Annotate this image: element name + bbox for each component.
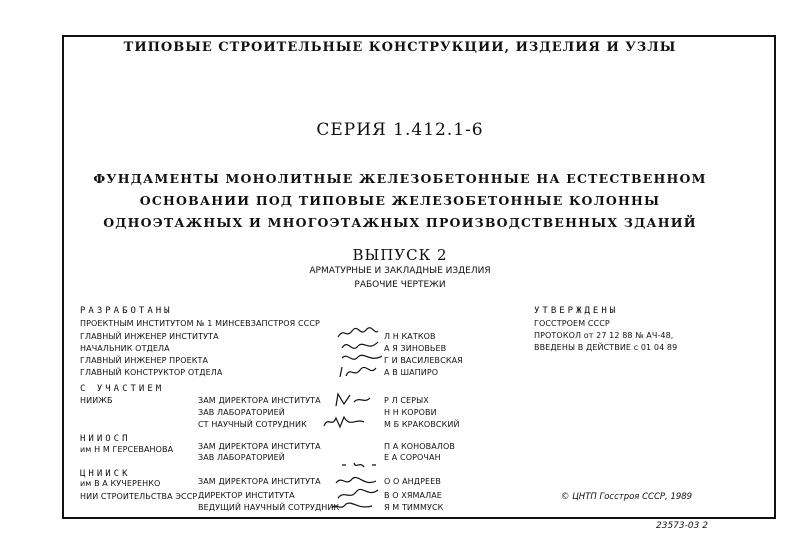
title-line-2: ОСНОВАНИИ ПОД ТИПОВЫЕ ЖЕЛЕЗОБЕТОННЫЕ КОЛОННЫ <box>139 193 661 208</box>
developed-name: Л Н КАТКОВ <box>384 332 436 341</box>
participant-name: Е А СОРОЧАН <box>384 453 441 462</box>
participant-org: НИИ СТРОИТЕЛЬСТВА ЭССР <box>80 492 198 501</box>
participant-name: В О ХЯМАЛАЕ <box>384 491 442 500</box>
document-header: ТИПОВЫЕ СТРОИТЕЛЬНЫЕ КОНСТРУКЦИИ, ИЗДЕЛИЯ И УЗЛЫ <box>123 40 677 55</box>
participant-org-dedication: им Н М ГЕРСЕВАНОВА <box>80 445 174 454</box>
signature-image <box>322 414 366 430</box>
approved-authority: ГОССТРОЕМ СССР <box>534 319 610 328</box>
signature-image <box>330 498 374 514</box>
participant-name: Я М ТИММУСК <box>384 503 444 512</box>
issue-number: ВЫПУСК 2 <box>352 246 448 264</box>
participant-role: ЗАМ ДИРЕКТОРА ИНСТИТУТА <box>198 442 321 451</box>
developed-role: НАЧАЛЬНИК ОТДЕЛА <box>80 344 170 353</box>
developed-heading: РАЗРАБОТАНЫ <box>80 306 173 316</box>
signature-image <box>338 456 382 468</box>
developed-role: ГЛАВНЫЙ ИНЖЕНЕР ПРОЕКТА <box>80 356 209 365</box>
signature-image <box>336 364 380 380</box>
subtitle-products: АРМАТУРНЫЕ И ЗАКЛАДНЫЕ ИЗДЕЛИЯ <box>309 266 491 276</box>
participant-role: СТ НАУЧНЫЙ СОТРУДНИК <box>198 420 307 429</box>
developed-role: ГЛАВНЫЙ КОНСТРУКТОР ОТДЕЛА <box>80 368 223 377</box>
developed-name: Г И ВАСИЛЕВСКАЯ <box>384 356 463 365</box>
developed-name: А В ШАПИРО <box>384 368 439 377</box>
title-line-3: ОДНОЭТАЖНЫХ И МНОГОЭТАЖНЫХ ПРОИЗВОДСТВЕННЫХ ЗДАНИЙ <box>103 215 697 230</box>
participant-org: НИИОСП <box>80 434 131 444</box>
series-number: СЕРИЯ 1.412.1-6 <box>316 120 484 140</box>
participant-name: Р Л СЕРЫХ <box>384 396 429 405</box>
participant-org: НИИЖБ <box>80 396 113 405</box>
participant-org: ЦНИИСК <box>80 469 131 479</box>
participant-role: ЗАМ ДИРЕКТОРА ИНСТИТУТА <box>198 477 321 486</box>
participant-role: ЗАВ ЛАБОРАТОРИЕЙ <box>198 408 285 417</box>
participation-heading: С УЧАСТИЕМ <box>80 384 165 394</box>
subtitle-drawings: РАБОЧИЕ ЧЕРТЕЖИ <box>354 280 446 290</box>
participant-name: П А КОНОВАЛОВ <box>384 442 455 451</box>
approved-protocol: ПРОТОКОЛ от 27 12 88 № АЧ-48, <box>534 331 674 340</box>
participant-role: ВЕДУЩИЙ НАУЧНЫЙ СОТРУДНИК <box>198 503 340 512</box>
developed-name: А Я ЗИНОВЬЕВ <box>384 344 447 353</box>
participant-role: ЗАМ ДИРЕКТОРА ИНСТИТУТА <box>198 396 321 405</box>
signature-image <box>330 392 374 408</box>
participant-org-dedication: им В А КУЧЕРЕНКО <box>80 479 161 488</box>
developed-role: ГЛАВНЫЙ ИНЖЕНЕР ИНСТИТУТА <box>80 332 219 341</box>
approved-heading: УТВЕРЖДЕНЫ <box>534 306 619 316</box>
title-line-1: ФУНДАМЕНТЫ МОНОЛИТНЫЕ ЖЕЛЕЗОБЕТОННЫЕ НА ЕСТЕСТВЕННОМ <box>93 171 707 186</box>
participant-name: М Б КРАКОВСКИЙ <box>384 420 460 429</box>
archive-stamp: 23573-03 2 <box>656 521 708 531</box>
approved-effective-date: ВВЕДЕНЫ В ДЕЙСТВИЕ с 01 04 89 <box>534 343 678 352</box>
participant-name: О О АНДРЕЕВ <box>384 477 441 486</box>
participant-name: Н Н КОРОВИ <box>384 408 437 417</box>
developed-org: ПРОЕКТНЫМ ИНСТИТУТОМ № 1 МИНСЕВЗАПСТРОЯ СССР <box>80 319 320 328</box>
participant-role: ДИРЕКТОР ИНСТИТУТА <box>198 491 295 500</box>
copyright-note: © ЦНТП Госстроя СССР, 1989 <box>561 492 693 502</box>
participant-role: ЗАВ ЛАБОРАТОРИЕЙ <box>198 453 285 462</box>
